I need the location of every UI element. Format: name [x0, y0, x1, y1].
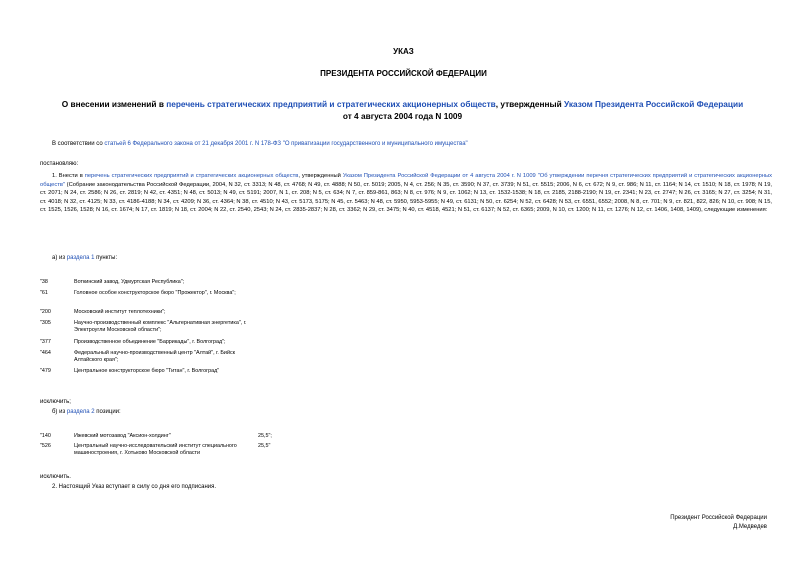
table-row-name: Московский институт теплотехники"; [74, 309, 166, 315]
item-1-paragraph: 1. Внести в перечень стратегических предприятий и стратегических акционерных обществ, утвержденный Указом Президента Российской Федерации от 4 августа 2004 г. N 1009 "Об утверждении перечня стратегических предприятий и стратегических акционерных обществ" (Собрание законодательства Российской Федерации, 2004, N 32, ст. 3313; N 48, ст. 4768; N 49, ст. 4888; N 50, ст. 5019; 2005, N 4, ст. 256; N 35, ст. 3590; N 37, ст. 3739; N 51, ст. 5515; 2006, N 6, ст. 672; N 9, ст. 986; N 11, ст. 1164; N 14, ст. 1510; N 18, ст. 1978; N 19, ст. 2071; N 24, ст. 2586; N 26, ст. 2819; N 42, ст. 4351; N 48, ст. 5013; N 49, ст. 5191; 2007, N 1, ст. 208; N 5, ст. 634; N 7, ст. 859-861, 863; N 8, ст. 976; N 9, ст. 1062; N 13, ст. 1532-1538; N 18, ст. 2185, 2188-2190; N 19, ст. 2341; N 23, ст. 2747; N 26, ст. 3165; N 27, ст. 3254; N 31, ст. 4018; N 32, ст. 4125; N 33, ст. 4186-4188; N 34, ст. 4209; N 36, ст. 4364; N 38, ст. 4510; N 43, ст. 5173, 5175; N 45, ст. 5463; N 48, ст. 5950, 5953-5955; N 49, ст. 6131; N 50, ст. 6254; N 52, ст. 6428; N 53, ст. 6551, 6552; 2008, N 8, ст. 701; N 9, ст. 821, 822, 826; N 10, ст. 908; N 15, ст. 1525, 1526, 1528; N 16, ст. 1674; N 17, ст. 1819; N 18, ст. 2004; N 22, ст. 2540, 2543; N 24, ст. 2835-2837; N 28, ст. 3362; N 29, ст. 3475; N 40, ст. 4518, 4521; N 51, ст. 6137; N 52, ст. 6365; 2009, N 10, ст. 1200; N 11, ст. 1276; N 12, ст. 1406, 1408, 1409), следующие изменения: [40, 173, 772, 214]
section-1-link[interactable]: раздела 1 [66, 255, 95, 261]
table-row-name: Ижевский мотозавод "Аксион-холдинг" [74, 433, 171, 439]
decree-issuer: ПРЕЗИДЕНТА РОССИЙСКОЙ ФЕДЕРАЦИИ [320, 69, 487, 78]
strategic-list-link[interactable]: перечень стратегических предприятий и стратегических акционерных обществ [166, 99, 496, 109]
signature-position: Президент Российской Федерации [670, 515, 767, 521]
decree-word: постановляю: [40, 161, 79, 167]
sub-a-exclude: исключить; [40, 399, 71, 405]
item-2-paragraph: 2. Настоящий Указ вступает в силу со дня его подписания. [52, 484, 217, 490]
table-row-value: 25,5" [258, 443, 271, 449]
table-row-name: Центральное конструкторское бюро "Титан", г. Волгоград" [74, 368, 220, 374]
decree-subject-date: от 4 августа 2004 года N 1009 [342, 111, 463, 121]
signature-name: Д.Медведев [733, 524, 767, 530]
table-row-code: "464 [40, 350, 51, 356]
table-row-code: "305 [40, 320, 51, 326]
table-row-code: "479 [40, 368, 51, 374]
sub-a-heading: а) из раздела 1 пункты: [52, 255, 118, 261]
table-row-name: Воткинский завод, Удмуртская Республика"; [74, 279, 185, 285]
decree-subject: О внесении изменений в перечень стратегических предприятий и стратегических акционерных обществ, утвержденный Указом Президента Российской Федерации от 4 августа 2004 года N 1009 [61, 99, 744, 121]
table-row-code: "61 [40, 290, 48, 296]
table-row-code: "140 [40, 433, 51, 439]
table-row-value: 25,5"; [258, 433, 272, 439]
strategic-list-link-2[interactable]: перечень стратегических предприятий и стратегических акционерных обществ [84, 173, 299, 179]
table-row-code: "377 [40, 339, 51, 345]
table-row-code: "200 [40, 309, 51, 315]
decree-1009-link[interactable]: Указом Президента Российской Федерации от 4 августа 2004 г. N 1009 "Об утверждении перечня стратегических предприятий и стратегических акционерных обществ" [40, 173, 772, 188]
federal-law-link[interactable]: статьей 6 Федерального закона от 21 декабря 2001 г. N 178-ФЗ "О приватизации государственного и муниципального имущества" [104, 141, 468, 147]
table-row-name: Головное особое конструкторское бюро "Прожектор", г. Москва"; [74, 290, 236, 296]
table-row-code: "526 [40, 443, 51, 449]
table-row-name: Научно-производственный комплекс "Альтернативная энергетика", г. Электроугли Московской области"; [74, 320, 247, 334]
table-row-name: Федеральный научно-производственный центр "Алтай", г. Бийск Алтайского края"; [74, 350, 236, 364]
preamble: В соответствии со статьей 6 Федерального закона от 21 декабря 2001 г. N 178-ФЗ "О приватизации государственного и муниципального имущества" [52, 141, 468, 147]
table-row-name: Производственное объединение "Баррикады", г. Волгоград"; [74, 339, 226, 345]
decree-title: УКАЗ [393, 47, 414, 56]
sub-b-exclude: исключить. [40, 474, 71, 480]
table-row-code: "38 [40, 279, 48, 285]
section-2-link[interactable]: раздела 2 [66, 409, 95, 415]
sub-b-heading: б) из раздела 2 позиции: [52, 409, 121, 415]
presidential-decree-link[interactable]: Указом Президента Российской Федерации [564, 99, 744, 109]
table-row-name: Центральный научно-исследовательский институт специального машиностроения, г. Хотьково Московской области [74, 443, 237, 457]
